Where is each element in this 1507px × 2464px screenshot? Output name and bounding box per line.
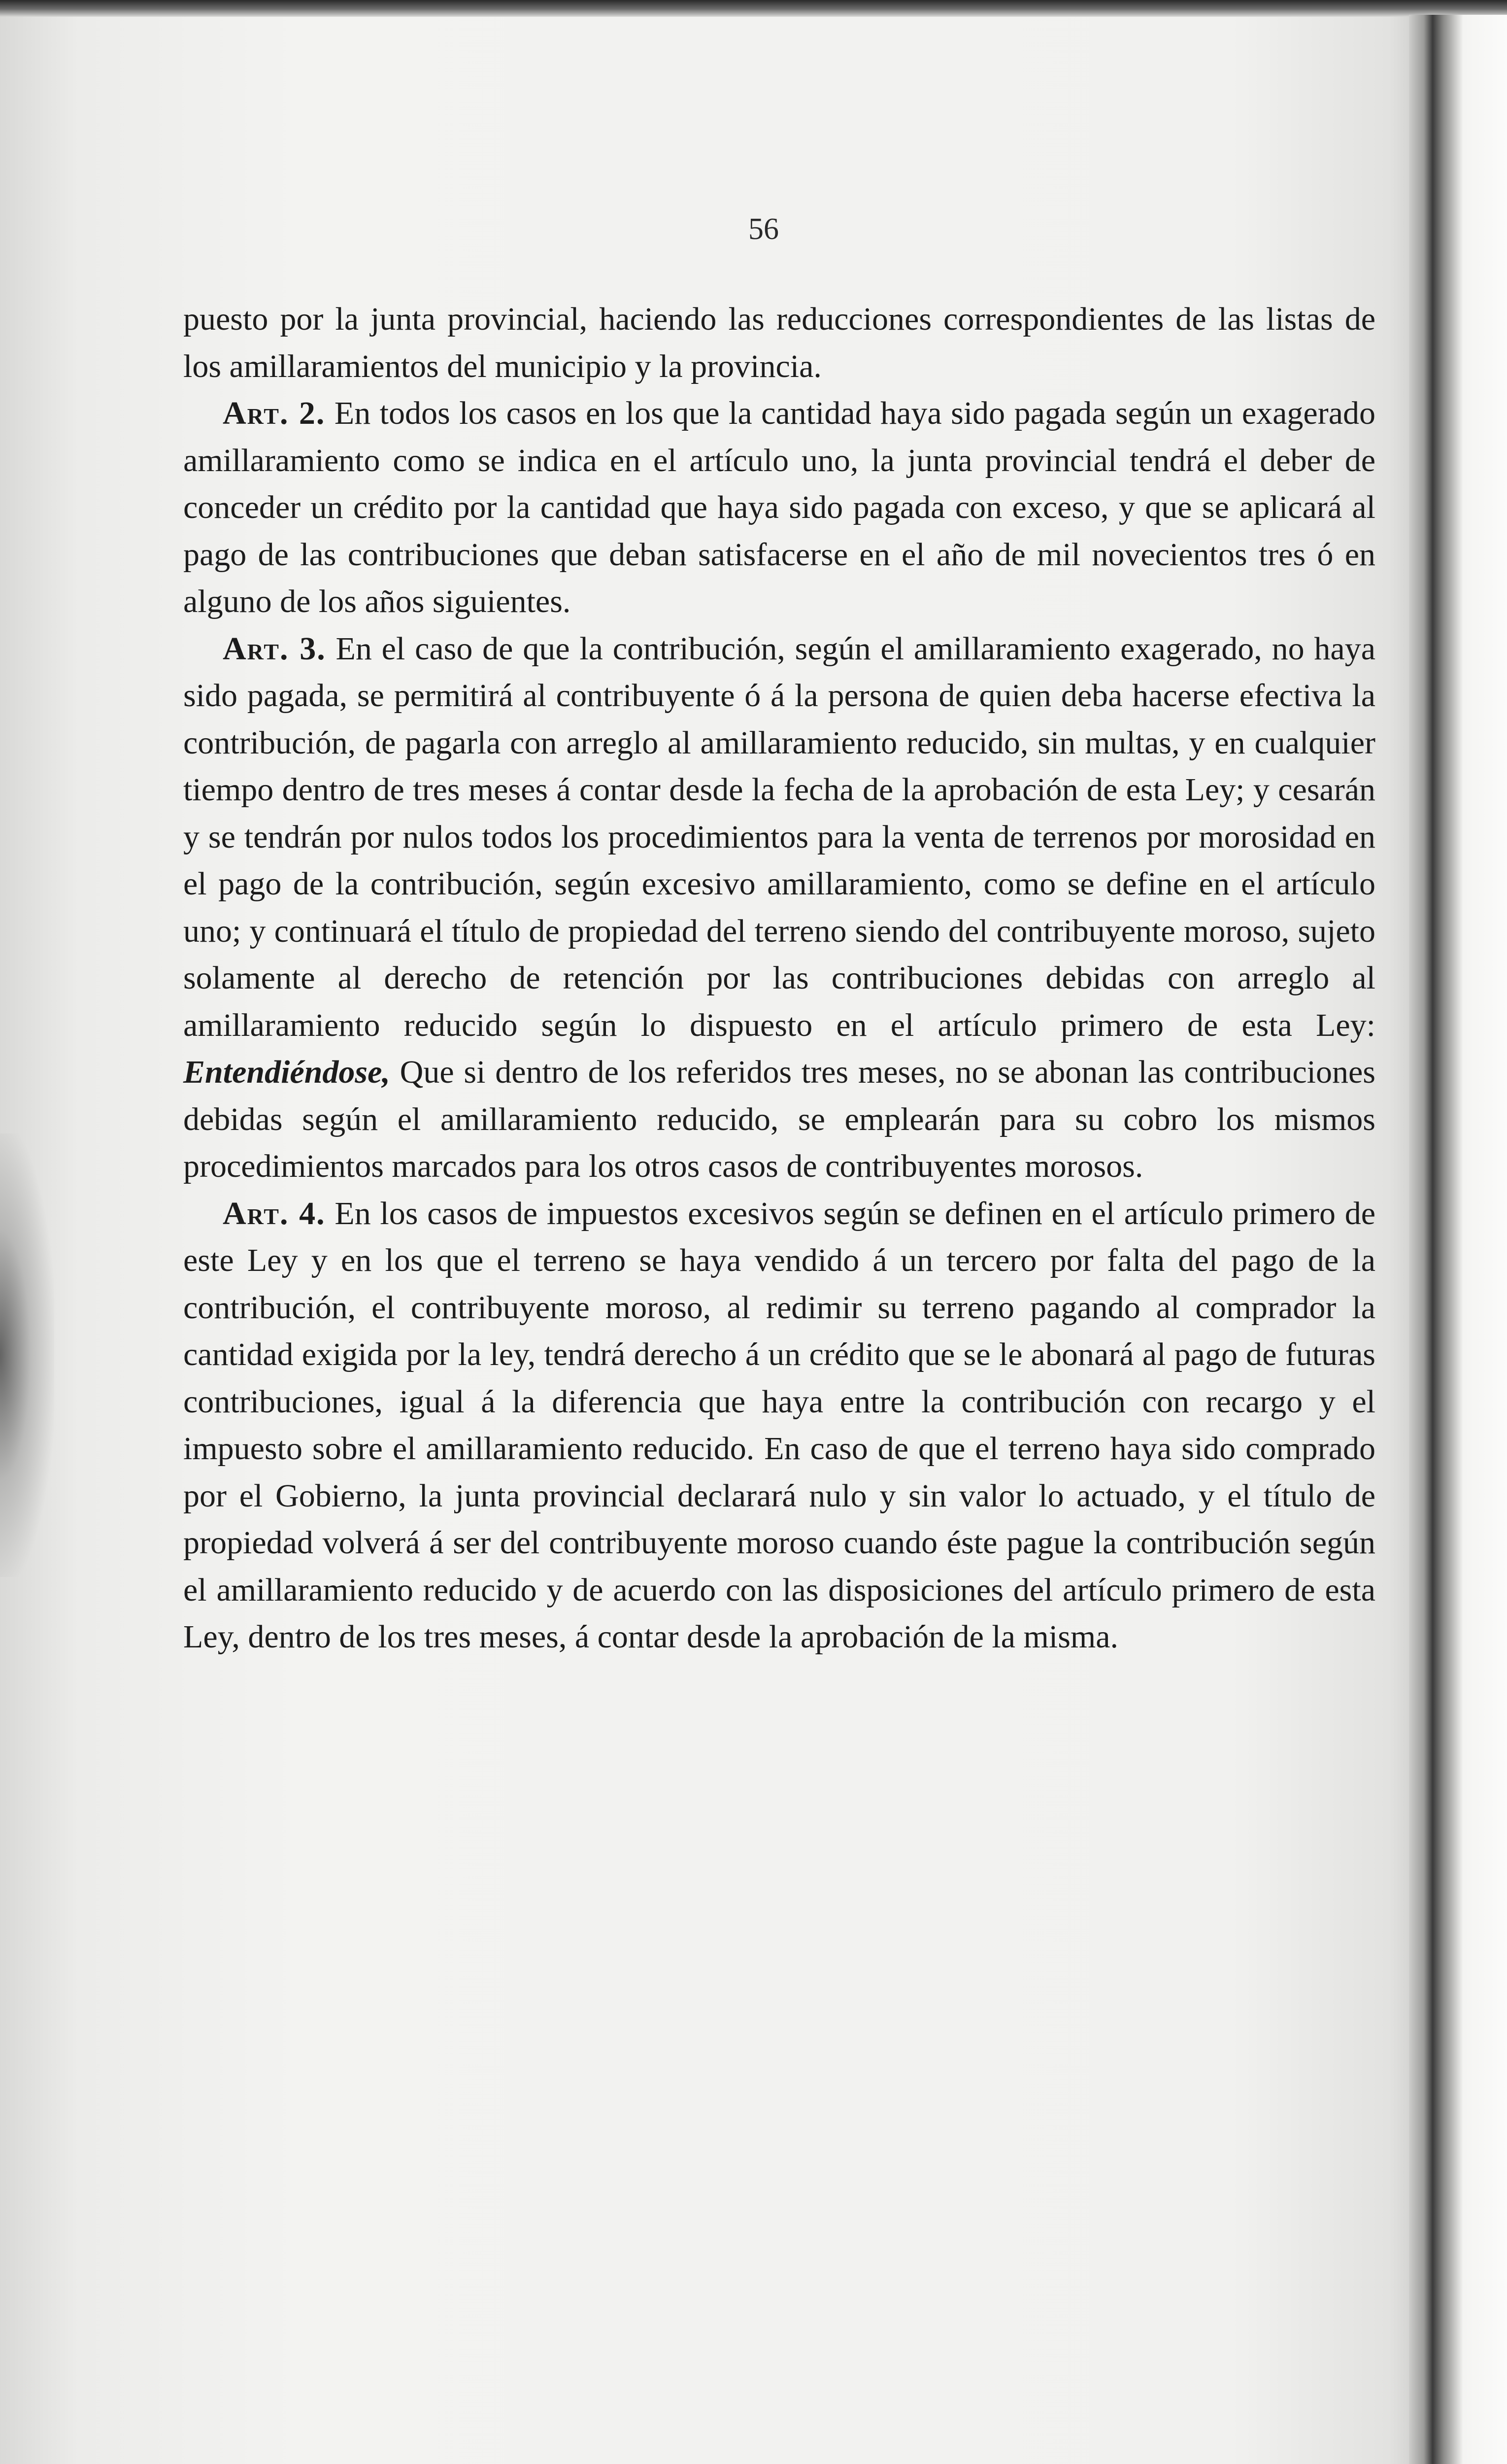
article-label: Art. 2. <box>223 395 326 431</box>
article-emphasis: Entendiéndose, <box>183 1054 390 1090</box>
article-4 <box>183 1190 1375 1661</box>
article-text-after: Que si dentro de los referidos tres meses, no se abonan las contribuciones debidas según el amillaramiento reducido, se emplearán para su cobro los mismos procedimientos marcados para los otros casos de contribuyentes morosos. <box>183 1054 1375 1184</box>
book-spine-edge <box>1409 15 1507 2464</box>
paragraph-continuation <box>183 296 1375 390</box>
document-body <box>183 296 1375 1661</box>
article-3 <box>183 625 1375 1190</box>
paragraph-text: puesto por la junta provincial, haciendo las reducciones correspondientes de las listas de los amillaramientos del municipio y la provincia. <box>183 301 1375 384</box>
thumb-shadow <box>0 1133 54 1577</box>
article-label: Art. 3. <box>223 630 326 667</box>
article-text: En el caso de que la contribución, según el amillaramiento exagerado, no haya sido pagada, se permitirá al contribuyente ó á la persona de quien deba hacerse efectiva la contribución, de pagarla con arreglo al amillaramiento reducido, sin multas, y en cualquier tiempo dentro de tres meses á contar desde la fecha de la aprobación de esta Ley; y cesarán y se tendrán por nulos todos los procedimientos para la venta de terrenos por morosidad en el pago de la contribución, según excesivo amillaramiento, como se define en el artículo uno; y continuará el título de propiedad del terreno siendo del contribuyente moroso, sujeto solamente al derecho de retención por las contribuciones debidas con arreglo al amillaramiento reducido según lo dispuesto en el artículo primero de esta Ley: <box>183 630 1375 1043</box>
article-2 <box>183 390 1375 625</box>
article-label: Art. 4. <box>223 1195 326 1232</box>
article-text: En todos los casos en los que la cantidad haya sido pagada según un exagerado amillaramiento como se indica en el artículo uno, la junta provincial tendrá el deber de conceder un crédito por la cantidad que haya sido pagada con exceso, y que se aplicará al pago de las contribuciones que deban satisfacerse en el año de mil novecientos tres ó en alguno de los años siguientes. <box>183 395 1375 619</box>
page-number: 56 <box>748 212 779 246</box>
article-text: En los casos de impuestos excesivos según se definen en el artículo primero de este Ley y en los que el terreno se haya vendido á un tercero por falta del pago de la contribución, el contribuyente moroso, al redimir su terreno pagando al comprador la cantidad exigida por la ley, tendrá derecho á un crédito que se le abonará al pago de futuras contribuciones, igual á la diferencia que haya entre la contribución con recargo y el impuesto sobre el amillaramiento reducido. En caso de que el terreno haya sido comprado por el Gobierno, la junta provincial declarará nulo y sin valor lo actuado, y el título de propiedad volverá á ser del contribuyente moroso cuando éste pague la contribución según el amillaramiento reducido y de acuerdo con las disposiciones del artículo primero de esta Ley, dentro de los tres meses, á contar desde la aprobación de la misma. <box>183 1195 1376 1655</box>
page-top-edge <box>0 0 1507 17</box>
